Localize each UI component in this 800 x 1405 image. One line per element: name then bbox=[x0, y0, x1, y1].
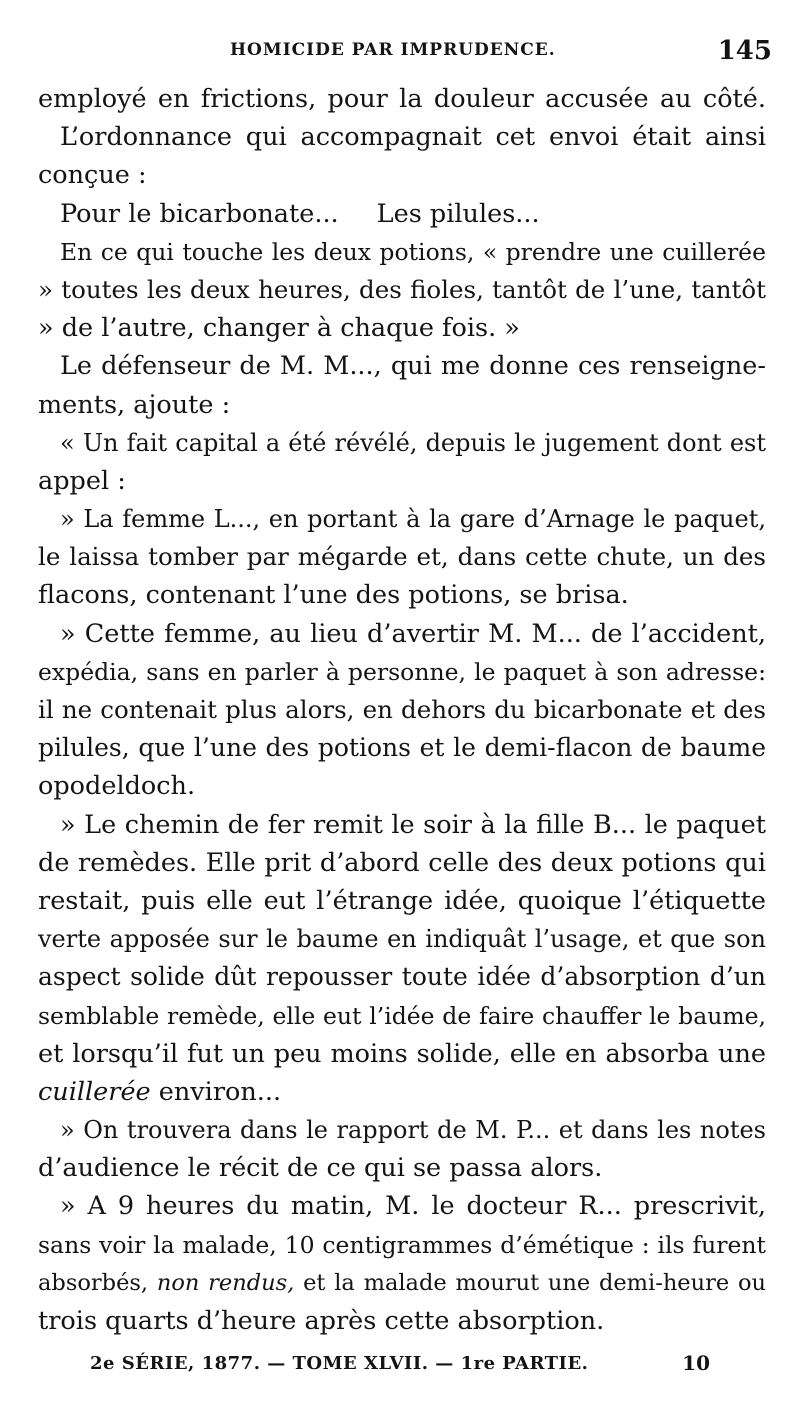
text-line: pilules, que l’une des potions et le demi-flacon de baume bbox=[38, 733, 766, 763]
text-line: » Cette femme, au lieu d’avertir M. M... de l’accident, bbox=[60, 618, 766, 649]
running-head: HOMICIDE PAR IMPRUDENCE. bbox=[230, 40, 556, 60]
text-line: « Un fait capital a été révélé, depuis le jugement dont est bbox=[60, 428, 766, 457]
text-line: » toutes les deux heures, des fioles, tantôt de l’une, tantôt bbox=[38, 274, 766, 304]
italic-phrase: non rendus, bbox=[156, 1269, 295, 1296]
prescription-item: Les pilules... bbox=[376, 198, 540, 229]
text-span: et la malade mourut une demi-heure ou bbox=[294, 1269, 766, 1296]
text-line: flacons, contenant l’une des potions, se brisa. bbox=[38, 580, 629, 611]
text-line: » Le chemin de fer remit le soir à la fille B... le paquet bbox=[60, 809, 766, 840]
text-line: expédia, sans en parler à personne, le paquet à son adresse: bbox=[38, 657, 766, 686]
sheet-number: 10 bbox=[682, 1351, 710, 1375]
text-line: L’ordonnance qui accompagnait cet envoi était ainsi bbox=[60, 122, 766, 153]
text-line: En ce qui touche les deux potions, « prendre une cuillerée bbox=[60, 237, 766, 266]
text-line: de remèdes. Elle prit d’abord celle des deux potions qui bbox=[38, 847, 766, 878]
text-line: d’audience le récit de ce qui se passa alors. bbox=[38, 1153, 603, 1184]
text-line: aspect solide dût repousser toute idée d’absorption d’un bbox=[38, 962, 766, 992]
text-line: sans voir la malade, 10 centigrammes d’émétique : ils furent bbox=[38, 1230, 766, 1259]
prescription-item: Pour le bicarbonate... bbox=[60, 198, 339, 229]
text-line: Le défenseur de M. M..., qui me donne ces renseigne- bbox=[60, 351, 766, 382]
page-number: 145 bbox=[717, 36, 772, 66]
body-text bbox=[38, 80, 766, 1340]
text-line: opodeldoch. bbox=[38, 771, 196, 802]
text-line: ments, ajoute : bbox=[38, 389, 231, 420]
text-line: appel : bbox=[38, 465, 126, 496]
text-span: environ... bbox=[150, 1076, 282, 1107]
text-line: verte apposée sur le baume en indiquât l’usage, et que son bbox=[38, 925, 766, 954]
text-line: restait, puis elle eut l’étrange idée, quoique l’étiquette bbox=[38, 885, 766, 916]
page-footer bbox=[90, 1353, 710, 1385]
text-line: » A 9 heures du matin, M. le docteur R... prescrivit, bbox=[60, 1191, 766, 1222]
text-line: employé en frictions, pour la douleur accusée au côté. bbox=[38, 84, 766, 114]
text-line bbox=[38, 1264, 766, 1302]
text-line: le laissa tomber par mégarde et, dans cette chute, un des bbox=[38, 542, 766, 572]
text-line: » de l’autre, changer à chaque fois. » bbox=[38, 313, 520, 344]
text-span: absorbés, bbox=[38, 1269, 157, 1296]
text-line: semblable remède, elle eut l’idée de faire chauffer le baume, bbox=[38, 1001, 766, 1030]
page-header bbox=[38, 36, 772, 80]
text-line: conçue : bbox=[38, 160, 147, 191]
text-line: » On trouvera dans le rapport de M. P... et dans les notes bbox=[60, 1116, 766, 1145]
text-line: trois quarts d’heure après cette absorption. bbox=[38, 1306, 605, 1336]
text-line: il ne contenait plus alors, en dehors du bicarbonate et des bbox=[38, 695, 766, 724]
text-line: et lorsqu’il fut un peu moins solide, elle en absorba une bbox=[38, 1038, 766, 1069]
printer-signature: 2e SÉRIE, 1877. — TOME XLVII. — 1re PARTIE. bbox=[90, 1353, 589, 1374]
text-line bbox=[38, 1073, 766, 1111]
italic-word: cuillerée bbox=[38, 1076, 151, 1107]
text-line bbox=[38, 195, 766, 233]
text-line: » La femme L..., en portant à la gare d’Arnage le paquet, bbox=[60, 505, 766, 534]
